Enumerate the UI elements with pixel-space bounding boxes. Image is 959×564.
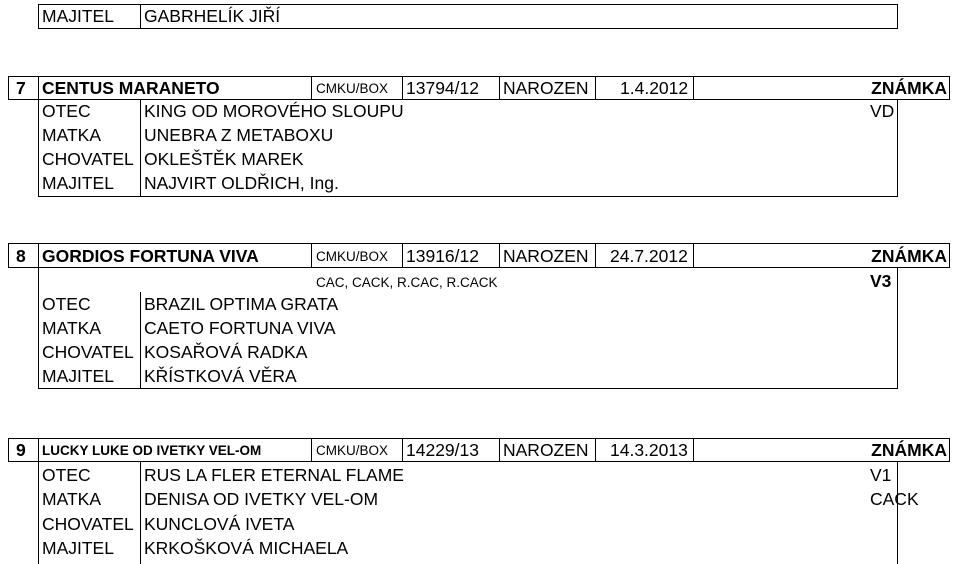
owner-label: MAJITEL xyxy=(42,366,114,386)
birth-date: 14.3.2013 xyxy=(610,440,688,460)
dam-value: CAETO FORTUNA VIVA xyxy=(144,318,336,338)
grade-value: VD xyxy=(870,101,895,121)
grade-label: ZNÁMKA xyxy=(871,78,947,98)
owner-label: MAJITEL xyxy=(42,6,114,26)
dam-label: MATKA xyxy=(42,125,101,145)
registration-number: 13916/12 xyxy=(406,246,479,266)
sire-label: OTEC xyxy=(42,465,91,485)
dam-label: MATKA xyxy=(42,318,101,338)
birth-date: 24.7.2012 xyxy=(610,246,688,266)
sire-value: RUS LA FLER ETERNAL FLAME xyxy=(144,465,404,485)
owner-value: GABRHELÍK JIŘÍ xyxy=(144,6,281,26)
dam-value: UNEBRA Z METABOXU xyxy=(144,125,334,145)
owner-value: KRKOŠKOVÁ MICHAELA xyxy=(144,538,349,558)
entry-number: 8 xyxy=(16,246,26,266)
born-label: NAROZEN xyxy=(503,440,589,460)
entry-number: 7 xyxy=(16,78,26,98)
grade-value: V3 xyxy=(870,271,892,291)
grade-label: ZNÁMKA xyxy=(871,246,947,266)
born-label: NAROZEN xyxy=(503,78,589,98)
breeder-label: CHOVATEL xyxy=(42,149,134,169)
breeder-label: CHOVATEL xyxy=(42,514,134,534)
grade-label: ZNÁMKA xyxy=(871,440,947,460)
breeder-value: OKLEŠTĚK MAREK xyxy=(144,149,304,169)
owner-label: MAJITEL xyxy=(42,173,114,193)
titles-text: CAC, CACK, R.CAC, R.CACK xyxy=(316,275,498,290)
sire-label: OTEC xyxy=(42,294,91,314)
owner-value: NAJVIRT OLDŘICH, Ing. xyxy=(144,173,339,193)
grade-value: V1 xyxy=(870,465,892,485)
grade-award: CACK xyxy=(870,489,919,509)
sire-value: BRAZIL OPTIMA GRATA xyxy=(144,294,339,314)
dog-name: LUCKY LUKE OD IVETKY VEL-OM xyxy=(42,443,262,458)
dam-value: DENISA OD IVETKY VEL-OM xyxy=(144,489,379,509)
sire-value: KING OD MOROVÉHO SLOUPU xyxy=(144,101,404,121)
registry-label: CMKU/BOX xyxy=(316,443,389,458)
breeder-label: CHOVATEL xyxy=(42,342,134,362)
owner-value: KŘÍSTKOVÁ VĚRA xyxy=(144,366,297,386)
dam-label: MATKA xyxy=(42,489,101,509)
breeder-value: KUNCLOVÁ IVETA xyxy=(144,514,295,534)
registry-label: CMKU/BOX xyxy=(316,81,389,96)
registration-number: 14229/13 xyxy=(406,440,479,460)
sire-label: OTEC xyxy=(42,101,91,121)
born-label: NAROZEN xyxy=(503,246,589,266)
registration-number: 13794/12 xyxy=(406,78,479,98)
owner-label: MAJITEL xyxy=(42,538,114,558)
birth-date: 1.4.2012 xyxy=(620,78,689,98)
breeder-value: KOSAŘOVÁ RADKA xyxy=(144,342,308,362)
dog-name: GORDIOS FORTUNA VIVA xyxy=(42,246,259,266)
entry-number: 9 xyxy=(16,440,26,460)
registry-label: CMKU/BOX xyxy=(316,249,389,264)
dog-name: CENTUS MARANETO xyxy=(42,78,220,98)
